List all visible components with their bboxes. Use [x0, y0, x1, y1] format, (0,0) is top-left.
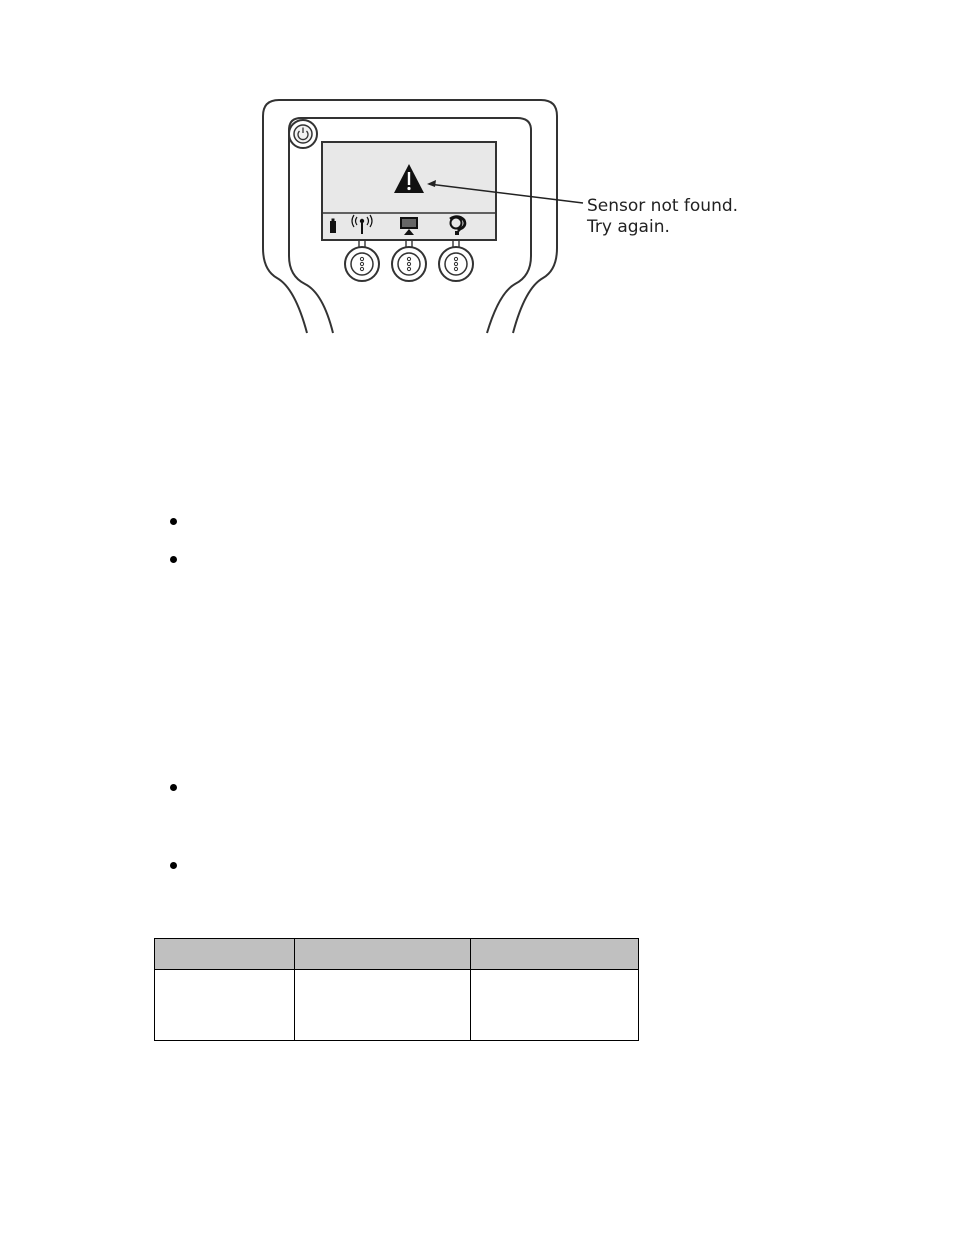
soft-button-center [392, 247, 426, 281]
table-header-cell [471, 939, 639, 970]
table-row [155, 970, 639, 1041]
soft-button-right [439, 247, 473, 281]
table-cell [471, 970, 639, 1041]
callout-line-2: Try again. [587, 217, 670, 237]
table-header-cell [295, 939, 471, 970]
table-header-row [155, 939, 639, 970]
data-table [154, 938, 639, 1041]
table-header-cell [155, 939, 295, 970]
table-cell [155, 970, 295, 1041]
bullet-4 [170, 862, 177, 869]
bullet-1 [170, 518, 177, 525]
power-icon [289, 120, 317, 148]
soft-button-left [345, 247, 379, 281]
table-cell [295, 970, 471, 1041]
bullet-3 [170, 784, 177, 791]
callout-line-1: Sensor not found. [587, 196, 739, 216]
callout-text [587, 196, 738, 238]
bullet-2 [170, 556, 177, 563]
